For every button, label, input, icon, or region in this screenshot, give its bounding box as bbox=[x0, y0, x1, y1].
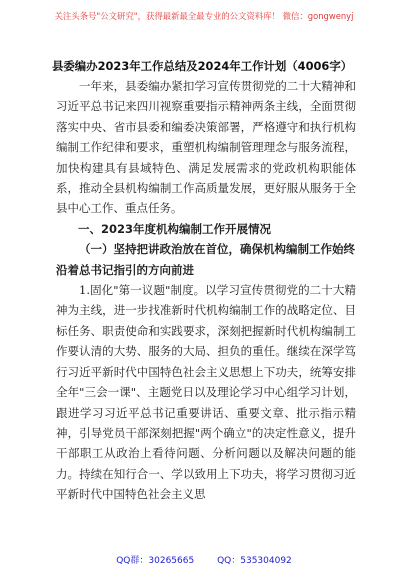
document-body bbox=[56, 76, 356, 505]
section-heading: 一、2023年度机构编制工作开展情况 bbox=[78, 221, 272, 236]
qq-number-label: QQ：535304092 bbox=[217, 556, 292, 566]
footer-contacts bbox=[0, 553, 408, 566]
intro-paragraph: 一年来，县委编办紧扣学习宣传贯彻党的二十大精神和习近平总书记来四川视察重要指示精神两条主线，全面贯彻落实中央、省市县委和编委决策部署，严格遵守和执行机构编制工作纪律和要求，重塑机构编制管理理念与服务流程，加快构建具有县域特色、满足发展需求的党政机构职能体系，推动全县机构编制工作高质量发展，更好服从服务于全县中心工作、重点任务。 bbox=[56, 79, 356, 216]
qq-group-label: QQ群：30265665 bbox=[116, 556, 195, 566]
subsection-heading: （一）坚持把讲政治放在首位，确保机构编制工作始终沿着总书记指引的方向前进 bbox=[56, 242, 355, 277]
watermark-banner: 关注头条号"公文研究"，获得最新最全最专业的公文资料库！ 微信：gongwenyj bbox=[54, 11, 354, 21]
document-title: 县委编办2023年工作总结及2024年工作计划（4006字） bbox=[52, 59, 353, 73]
point-1-paragraph: 1.固化"第一议题"制度。以学习宣传贯彻党的二十大精神为主线，进一步找准新时代机构编制工作的战略定位、目标任务、职责使命和实践要求，深刻把握新时代机构编制工作要认清的大势、服务的大局、担负的重任。继续在深学笃行习近平新时代中国特色社会主义思想上下功夫，统筹安排全年"三会一课"、主题党日以及理论学习中心组学习计划，跟进学习习近平总书记重要讲话、重要文章、批示指示精神，引导党员干部深刻把握"两个确立"的决定性意义，提升干部职工从政治上看待问题、分析问题以及解决问题的能力。持续在知行合一、学以致用上下功夫，将学习贯彻习近平新时代中国特色社会主义思 bbox=[56, 283, 356, 502]
